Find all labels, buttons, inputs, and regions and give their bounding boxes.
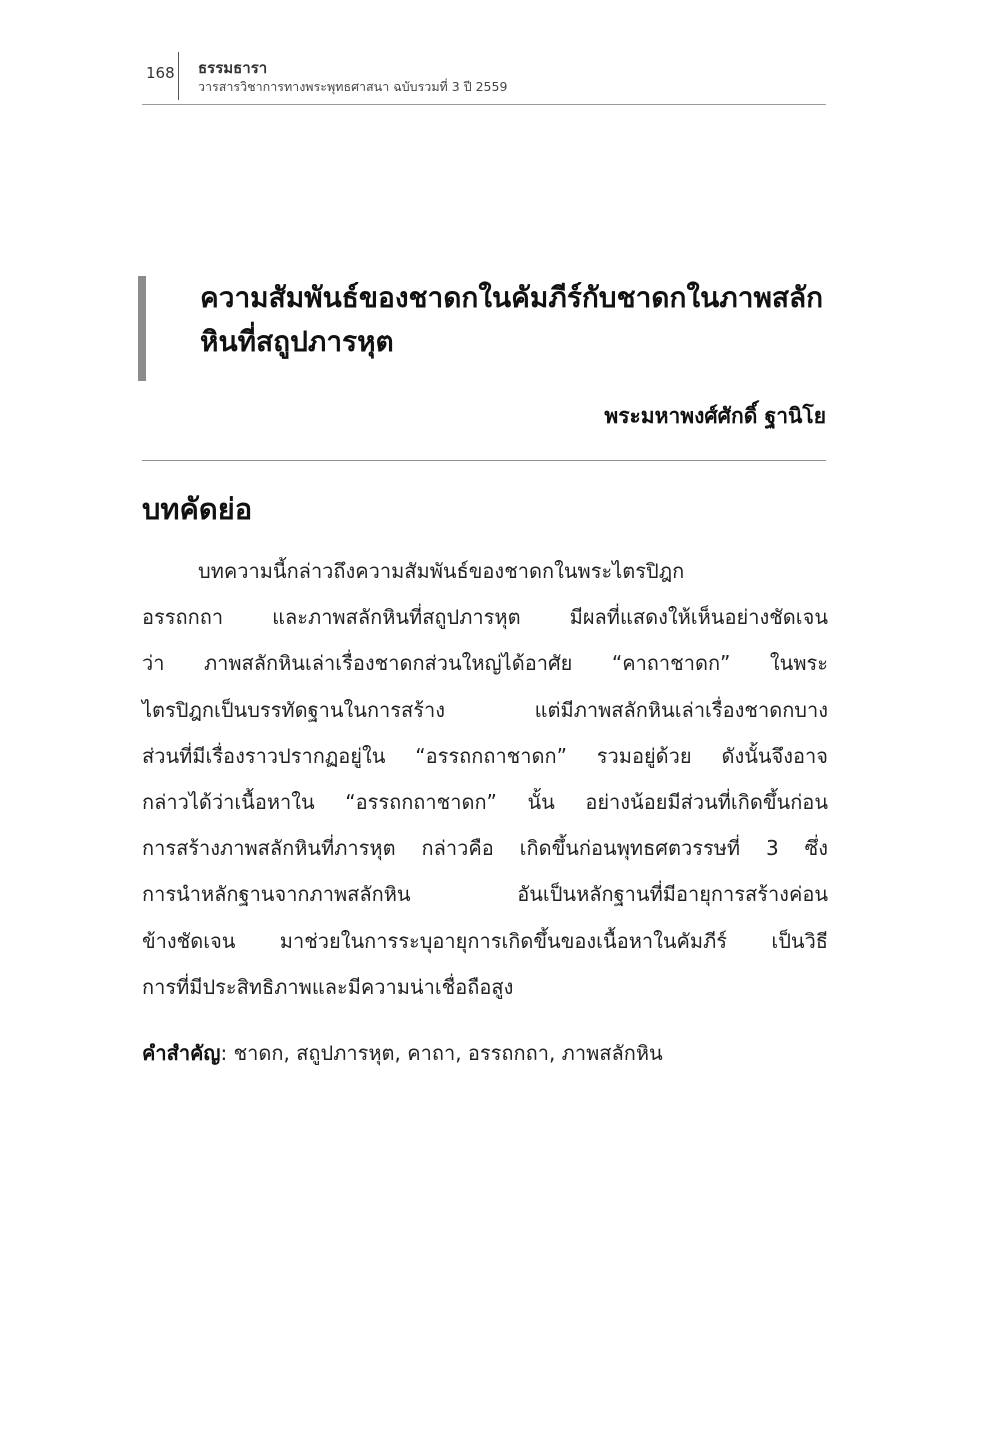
page-number: 168 bbox=[146, 64, 175, 82]
running-header bbox=[142, 52, 826, 105]
keywords-separator: : bbox=[220, 1041, 228, 1065]
author-name: พระมหาพงศ์ศักดิ์ ฐานิโย bbox=[604, 404, 826, 428]
abstract-line: ส่วนที่มีเรื่องราวปรากฏอยู่ใน “อรรถกถาชาดก” รวมอยู่ด้วย ดังนั้นจึงอาจ bbox=[142, 743, 828, 768]
journal-subtitle: วารสารวิชาการทางพระพุทธศาสนา ฉบับรวมที่ 3 ปี 2559 bbox=[198, 79, 508, 94]
abstract-body bbox=[142, 548, 828, 1010]
keywords bbox=[142, 1036, 828, 1070]
keywords-list: ชาดก, สถูปภารหุต, คาถา, อรรถกถา, ภาพสลักหิน bbox=[227, 1041, 663, 1065]
abstract-line: การนำหลักฐานจากภาพสลักหิน อันเป็นหลักฐานที่มีอายุการสร้างค่อน bbox=[142, 882, 828, 907]
article-title: ความสัมพันธ์ของชาดกในคัมภีร์กับชาดกในภาพสลักหินที่สถูปภารหุต bbox=[200, 281, 824, 358]
abstract-line: การที่มีประสิทธิภาพและมีความน่าเชื่อถือสูง bbox=[142, 974, 514, 999]
abstract-line: การสร้างภาพสลักหินที่ภารหุต กล่าวคือ เกิดขึ้นก่อนพุทธศตวรรษที่ 3 ซึ่ง bbox=[142, 836, 828, 861]
abstract-line: บทความนี้กล่าวถึงความสัมพันธ์ของชาดกในพระไตรปิฎก bbox=[198, 559, 685, 583]
journal-name: ธรรมธารา bbox=[198, 59, 268, 77]
title-divider bbox=[142, 460, 826, 461]
title-accent-bar bbox=[138, 276, 146, 381]
header-divider bbox=[178, 52, 179, 100]
abstract-line: กล่าวได้ว่าเนื้อหาใน “อรรถกถาชาดก” นั้น อย่างน้อยมีส่วนที่เกิดขึ้นก่อน bbox=[142, 790, 828, 815]
abstract-line: ว่า ภาพสลักหินเล่าเรื่องชาดกส่วนใหญ่ได้อาศัย “คาถาชาดก” ในพระ bbox=[142, 651, 828, 676]
abstract-line: ข้างชัดเจน มาช่วยในการระบุอายุการเกิดขึ้นของเนื้อหาในคัมภีร์ เป็นวิธี bbox=[142, 928, 828, 953]
keywords-label: คำสำคัญ bbox=[142, 1041, 221, 1065]
abstract-line: ไตรปิฎกเป็นบรรทัดฐานในการสร้าง แต่มีภาพสลักหินเล่าเรื่องชาดกบาง bbox=[142, 697, 828, 722]
abstract-heading: บทคัดย่อ bbox=[142, 492, 253, 526]
abstract-line: อรรถกถา และภาพสลักหินที่สถูปภารหุต มีผลที่แสดงให้เห็นอย่างชัดเจน bbox=[142, 605, 828, 630]
